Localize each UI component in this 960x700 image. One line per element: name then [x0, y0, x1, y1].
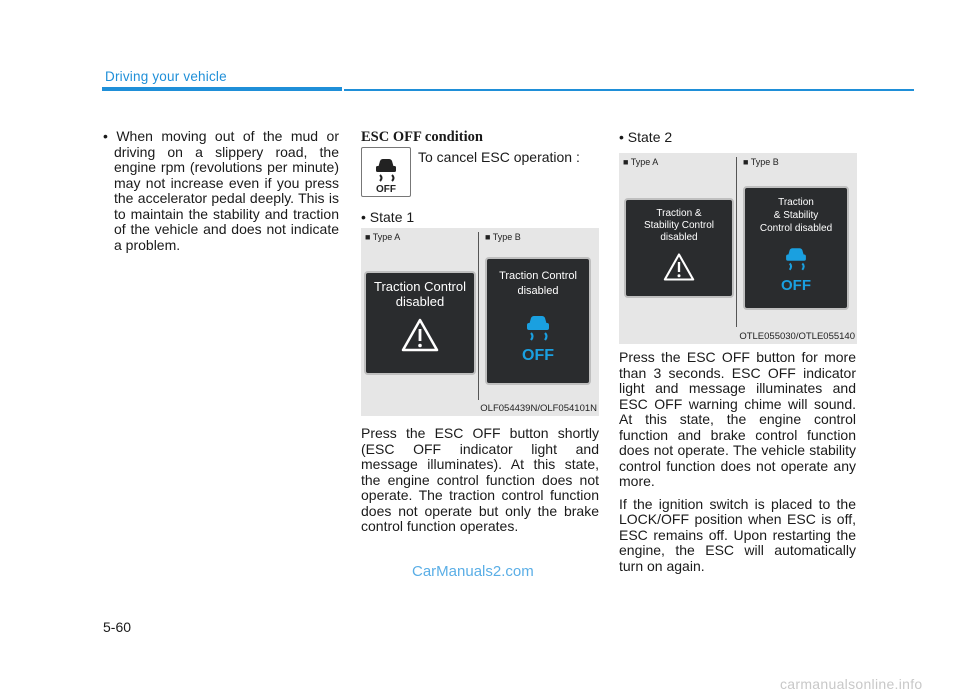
section-title: Driving your vehicle — [105, 69, 227, 84]
type-b-screen — [485, 257, 591, 385]
type-a-screen — [624, 198, 734, 298]
panel-divider — [736, 157, 737, 327]
type-a-label: ■ Type A — [365, 232, 401, 242]
esc-off-indicator-icon — [361, 147, 411, 197]
header-bar-accent — [102, 87, 342, 91]
mud-bullet-text: • When moving out of the mud or driving on a slippery road, the engine rpm (revolutions per minute) may not increase even if you press the accelerator pedal deeply. This is to maintain the stability and traction of the vehicle and does not indicate a problem. — [103, 128, 339, 253]
ignition-paragraph: If the ignition switch is placed to the LOCK/OFF position when ESC is off, ESC remains off. Upon restarting the engine, the ESC will automatically turn on again. — [619, 495, 856, 574]
icon-off-label: OFF — [376, 184, 396, 195]
screen-b-line2: & Stability — [773, 210, 819, 221]
state-2-paragraph: Press the ESC OFF button for more than 3 seconds. ESC OFF indicator light and message illuminates and ESC OFF warning chime will sound. At this state, the engine control function and brake control function does not operate. The vehicle stability control function does not operate any more. — [619, 349, 856, 489]
carmanuals-watermark[interactable]: CarManuals2.com — [412, 563, 534, 580]
panel-divider — [478, 232, 479, 400]
footer-watermark: carmanualsonline.info — [780, 676, 923, 692]
state-1-paragraph: Press the ESC OFF button shortly (ESC OFF indicator light and message illuminates). At this state, the engine control function does not operate. The traction control function does not operate but only the brake control function operates. — [361, 425, 599, 534]
figure-code: OTLE055030/OTLE055140 — [739, 331, 855, 342]
warning-triangle-icon — [662, 252, 696, 282]
screen-b-line3: Control disabled — [759, 223, 833, 234]
screen-b-line2: disabled — [517, 285, 559, 297]
header-rule — [344, 89, 914, 91]
screen-a-line2: Stability Control — [643, 220, 715, 231]
type-b-label: ■ Type B — [485, 232, 521, 242]
screen-a-line1: Traction Control — [374, 279, 466, 294]
type-b-label: ■ Type B — [743, 157, 779, 167]
screen-b-line1: Traction Control — [499, 270, 577, 282]
cancel-instruction: To cancel ESC operation : — [418, 149, 580, 165]
esc-skid-icon — [778, 245, 814, 273]
screen-a-line1: Traction & — [656, 208, 702, 219]
type-a-screen — [364, 271, 476, 375]
warning-triangle-icon — [400, 317, 440, 353]
column-2 — [361, 129, 599, 146]
figure-code: OLF054439N/OLF054101N — [480, 403, 597, 414]
state-1-description — [361, 426, 599, 542]
type-a-label: ■ Type A — [623, 157, 659, 167]
column-1 — [103, 129, 339, 253]
state-1-label: • State 1 — [361, 209, 415, 225]
screen-b-off: OFF — [522, 347, 554, 364]
state-1-figure — [361, 228, 599, 416]
screen-a-line3: disabled — [660, 232, 698, 243]
screen-b-line1: Traction — [778, 197, 814, 208]
page-number: 5-60 — [103, 619, 132, 635]
state-2-figure — [619, 153, 857, 344]
screen-b-off: OFF — [781, 277, 811, 294]
skid-car-icon — [362, 148, 410, 196]
state-2-description — [619, 350, 856, 581]
screen-a-line2: disabled — [395, 294, 445, 309]
esc-off-heading: ESC OFF condition — [361, 129, 483, 145]
state-2-label: • State 2 — [619, 129, 673, 145]
type-b-screen — [743, 186, 849, 310]
esc-skid-icon — [518, 313, 558, 343]
